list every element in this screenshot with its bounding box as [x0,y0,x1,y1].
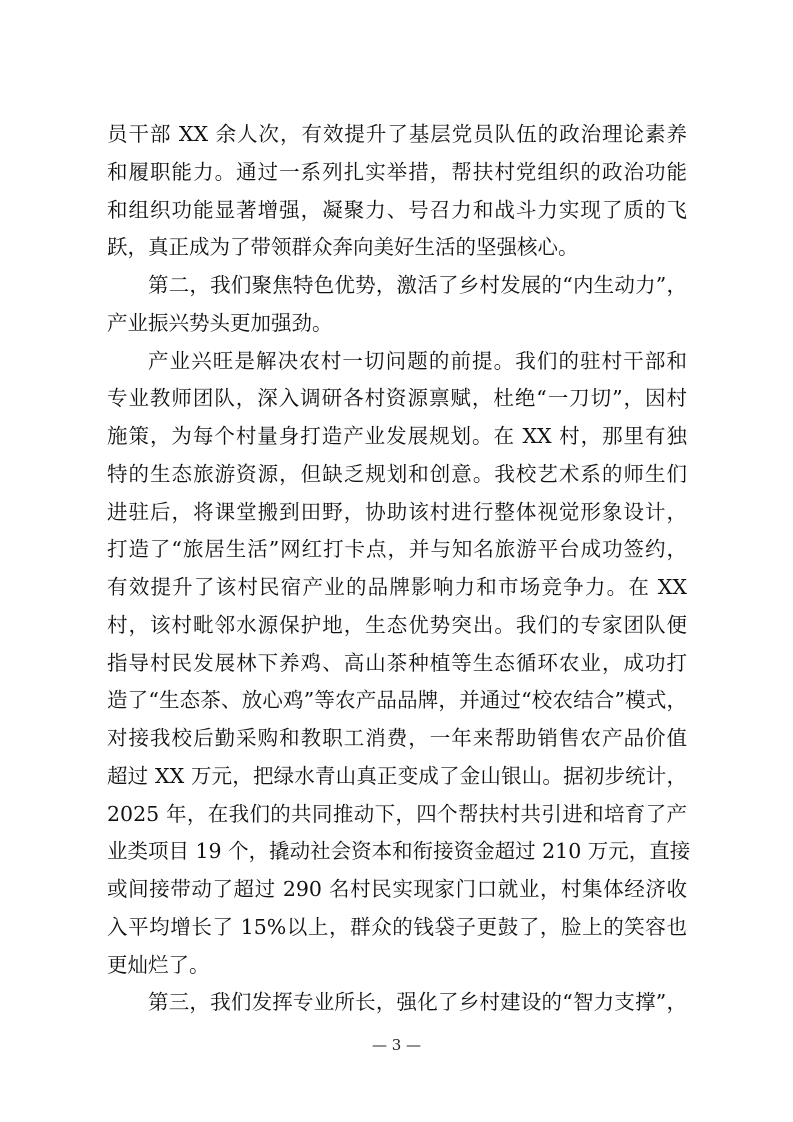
text-line: 特的生态旅游资源，但缺乏规划和创意。我校艺术系的师生们 [107,461,687,486]
body-text [107,116,691,1022]
text-line: 产业兴旺是解决农村一切问题的前提。我们的驻村干部和 [148,348,687,373]
text-line: 产业振兴势头更加强劲。 [107,310,333,335]
text-line: 打造了“旅居生活”网红打卡点，并与知名旅游平台成功签约， [107,537,687,562]
text-line: 员干部 XX 余人次，有效提升了基层党员队伍的政治理论素养 [107,122,687,146]
text-line: 或间接带动了超过 290 名村民实现家门口就业，村集体经济收 [107,877,687,901]
text-line: 指导村民发展林下养鸡、高山茶种植等生态循环农业，成功打 [107,650,687,675]
text-line: 2025 年，在我们的共同推动下，四个帮扶村共引进和培育了产 [107,801,687,826]
page-number: — 3 — [371,1036,422,1054]
text-line: 和组织功能显著增强，凝聚力、号召力和战斗力实现了质的飞 [107,197,687,222]
text-line: 业类项目 19 个，撬动社会资本和衔接资金超过 210 万元，直接 [107,839,691,864]
text-line: 造了“生态茶、放心鸡”等农产品品牌，并通过“校农结合”模式， [107,688,687,713]
text-line: 村，该村毗邻水源保护地，生态优势突出。我们的专家团队便 [107,612,687,637]
text-line: 对接我校后勤采购和教职工消费，一年来帮助销售农产品价值 [107,726,687,750]
text-line: 专业教师团队，深入调研各村资源禀赋，杜绝“一刀切”，因村 [107,386,687,411]
text-line: 跃，真正成为了带领群众奔向美好生活的坚强核心。 [107,235,579,260]
text-line: 和履职能力。通过一系列扎实举措，帮扶村党组织的政治功能 [107,159,687,184]
text-line: 第三，我们发挥专业所长，强化了乡村建设的“智力支撑”， [148,990,687,1015]
text-line: 有效提升了该村民宿产业的品牌影响力和市场竞争力。在 XX [107,575,687,599]
text-line: 入平均增长了 15%以上，群众的钱袋子更鼓了，脸上的笑容也 [107,914,687,939]
text-line: 进驻后，将课堂搬到田野，协助该村进行整体视觉形象设计， [107,499,687,524]
text-line: 施策，为每个村量身打造产业发展规划。在 XX 村，那里有独 [107,424,687,448]
text-line: 更灿烂了。 [107,952,210,977]
text-line: 超过 XX 万元，把绿水青山真正变成了金山银山。据初步统计， [107,763,687,788]
text-line: 第二，我们聚焦特色优势，激活了乡村发展的“内生动力”， [148,273,687,297]
